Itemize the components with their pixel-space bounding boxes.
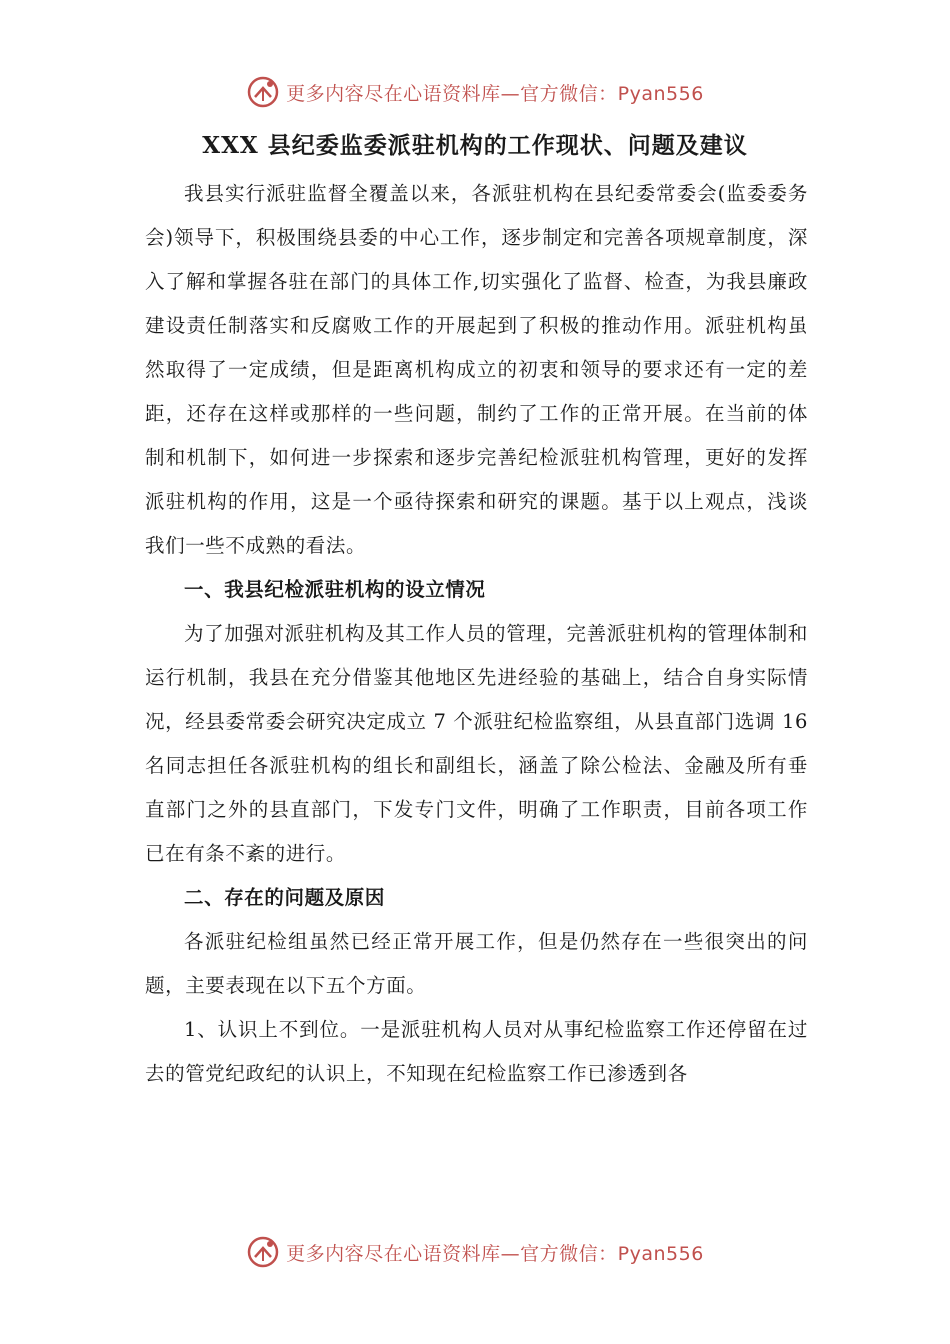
watermark-text: 更多内容尽在心语资料库—官方微信：Pyan556 [286,82,704,105]
section-heading-1: 一、我县纪检派驻机构的设立情况 [184,578,486,601]
watermark-footer [0,1232,950,1272]
book-logo-icon [246,75,280,109]
watermark-header [0,72,950,112]
document-title: XXX 县纪委监委派驻机构的工作现状、问题及建议 [202,132,748,159]
document-body [145,172,808,1096]
paragraph-section-2: 各派驻纪检组虽然已经正常开展工作，但是仍然存在一些很突出的问题，主要表现在以下五个方面。 [145,930,808,997]
paragraph-point-1: 1、认识上不到位。一是派驻机构人员对从事纪检监察工作还停留在过去的管党纪政纪的认识上，不知现在纪检监察工作已渗透到各 [145,1018,808,1085]
watermark-text: 更多内容尽在心语资料库—官方微信：Pyan556 [286,1242,704,1265]
paragraph-intro: 我县实行派驻监督全覆盖以来，各派驻机构在县纪委常委会(监委委务会)领导下，积极围绕县委的中心工作，逐步制定和完善各项规章制度，深入了解和掌握各驻在部门的具体工作,切实强化了监督、检查，为我县廉政建设责任制落实和反腐败工作的开展起到了积极的推动作用。派驻机构虽然取得了一定成绩，但是距离机构成立的初衷和领导的要求还有一定的差距，还存在这样或那样的一些问题，制约了工作的正常开展。在当前的体制和机制下，如何进一步探索和逐步完善纪检派驻机构管理，更好的发挥派驻机构的作用，这是一个亟待探索和研究的课题。基于以上观点，浅谈我们一些不成熟的看法。 [145,182,808,557]
book-logo-icon [246,1235,280,1269]
paragraph-section-1: 为了加强对派驻机构及其工作人员的管理，完善派驻机构的管理体制和运行机制，我县在充分借鉴其他地区先进经验的基础上，结合自身实际情况，经县委常委会研究决定成立 7 个派驻纪检监察组，从县直部门选调 16 名同志担任各派驻机构的组长和副组长，涵盖了除公检法、金融及所有垂直部门之外的县直部门，下发专门文件，明确了工作职责，目前各项工作已在有条不紊的进行。 [145,622,808,865]
section-heading-2: 二、存在的问题及原因 [184,886,386,909]
